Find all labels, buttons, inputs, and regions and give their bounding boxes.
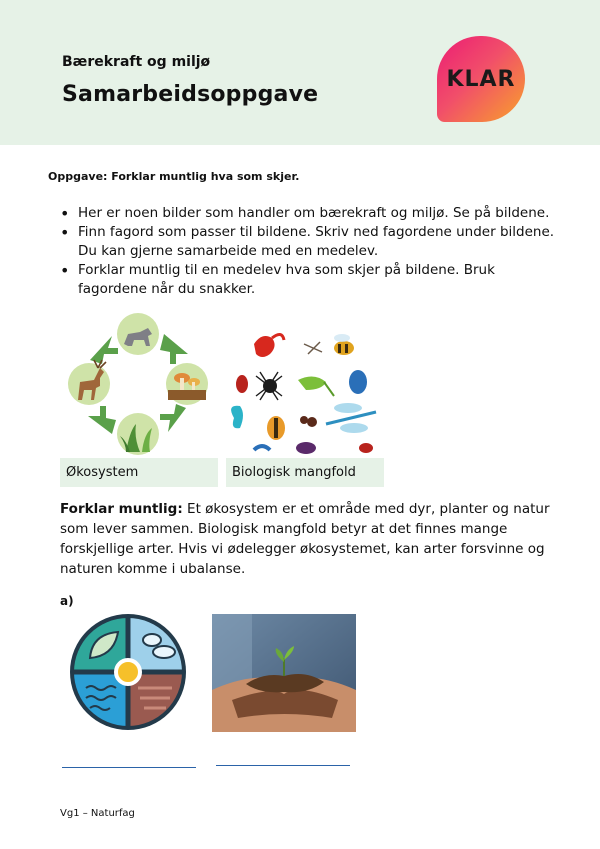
explanation-label: Forklar muntlig: bbox=[60, 501, 183, 517]
task-heading: Oppgave: Forklar muntlig hva som skjer. bbox=[48, 170, 300, 183]
instruction-item: • Finn fagord som passer til bildene. Skriv ned fagordene under bildene. Du kan gjerne samarbeide med en medelev. bbox=[60, 223, 560, 261]
ecosystem-caption: Økosystem bbox=[60, 458, 218, 487]
biodiversity-insects-image bbox=[226, 324, 384, 458]
exercise-label: a) bbox=[60, 594, 74, 608]
hands-sapling-photo bbox=[212, 614, 356, 732]
instruction-item: • Forklar muntlig til en medelev hva som skjer på bildene. Bruk fagordene når du snakker. bbox=[60, 261, 560, 299]
instruction-item: • Her er noen bilder som handler om bærekraft og miljø. Se på bildene. bbox=[60, 204, 560, 223]
explanation-text: Et økosystem er et område med dyr, planter og natur som lever sammen. Biologisk mangfold betyr at det finnes mange forskjellige arter. Hvis vi ødelegger økosystemet, kan arter forsvinne og naturen komme i ubalanse. bbox=[60, 501, 550, 577]
instruction-list bbox=[60, 204, 560, 299]
ecosystem-cycle-image bbox=[60, 312, 218, 458]
page-title: Samarbeidsoppgave bbox=[62, 82, 319, 107]
footer-text: Vg1 – Naturfag bbox=[60, 808, 135, 819]
environment-quadrant-image bbox=[68, 612, 188, 732]
subject-title: Bærekraft og miljø bbox=[62, 54, 211, 70]
answer-line-2[interactable] bbox=[216, 765, 350, 766]
page-header bbox=[0, 0, 600, 145]
logo-text: KLAR bbox=[446, 66, 516, 92]
answer-line-1[interactable] bbox=[62, 767, 196, 768]
klar-logo bbox=[437, 36, 525, 122]
explanation-paragraph bbox=[60, 499, 550, 579]
biodiversity-caption: Biologisk mangfold bbox=[226, 458, 384, 487]
